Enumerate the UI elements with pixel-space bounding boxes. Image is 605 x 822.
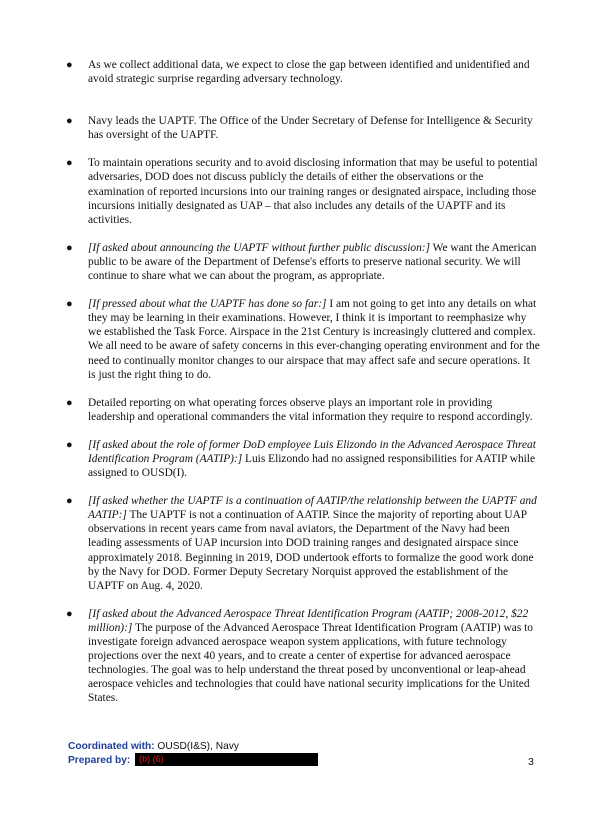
bullet-lead: [If pressed about what the UAPTF has done so far:] <box>88 298 327 311</box>
bullet-marker: ● <box>66 115 73 128</box>
page-number: 3 <box>528 756 534 768</box>
bullet-item <box>60 607 540 706</box>
bullet-marker: ● <box>66 607 73 620</box>
bullet-lead: [If asked about the Advanced Aerospace Threat Identification Program (AATIP; 2008-2012, $22 million):] <box>88 607 529 634</box>
bullet-marker: ● <box>66 438 73 451</box>
bullet-item <box>60 114 540 142</box>
bullet-item <box>60 297 540 382</box>
bullet-text: The UAPTF is not a continuation of AATIP. Since the majority of reporting about UAP observations in recent years came from naval aviators, the Department of the Navy had been leading assessments of UAP incursion into DOD training ranges and designated airspace since approximately 2018. Beginning in 2019, DOD undertook efforts to formalize the good work done by the Navy for DOD. Former Deputy Secretary Norquist approved the establishment of the UAPTF on Aug. 4, 2020. <box>88 509 534 592</box>
bullet-lead: [If asked about the role of former DoD employee Luis Elizondo in the Advanced Aerospace Threat Identification Program (AATIP):] <box>88 438 536 465</box>
bullet-marker: ● <box>66 157 73 170</box>
bullet-lead: [If asked about announcing the UAPTF without further public discussion:] <box>88 241 431 254</box>
bullet-list <box>60 58 540 719</box>
bullet-item <box>60 241 540 283</box>
bullet-item <box>60 58 540 86</box>
bullet-text: I am not going to get into any details on what they may be learning in their examinations. However, I think it is important to reemphasize why we established the Task Force. Airspace in the 21st Century is increasingly cluttered and complex. We all need to be aware of safety concerns in this ever-changing operating environment and for the need to continually monitor changes to our airspace that may affect safe and secure operations. It is just the right thing to do. <box>88 298 540 381</box>
coordinated-with-value: OUSD(I&S), Navy <box>154 741 239 752</box>
coordinated-with-line <box>68 740 318 754</box>
bullet-marker: ● <box>66 298 73 311</box>
bullet-text: The purpose of the Advanced Aerospace Threat Identification Program (AATIP) was to investigate foreign advanced aerospace weapon system applications, with future technology projections over the next 40 years, and to create a center of expertise for advanced aerospace technologies. The goal was to help understand the threat posed by unconventional or leap-ahead aerospace vehicles and technologies that could have national security implications for the United States. <box>88 621 533 705</box>
bullet-item <box>60 494 540 593</box>
prepared-by-line <box>68 754 318 768</box>
document-footer <box>68 740 318 768</box>
bullet-lead: [If asked whether the UAPTF is a continuation of AATIP/the relationship between the UAPTF and AATIP:] <box>88 495 537 522</box>
bullet-text: To maintain operations security and to avoid disclosing information that may be useful to potential adversaries, DOD does not discuss publicly the details of either the observations or the examination of reported incursions into our training ranges or designated airspace, including those incursions initially designated as UAP – that also includes any details of the UAPTF and its activities. <box>88 157 538 226</box>
bullet-marker: ● <box>66 396 73 409</box>
bullet-item <box>60 438 540 480</box>
bullet-marker: ● <box>66 241 73 254</box>
prepared-by-label: Prepared by: <box>68 755 131 767</box>
redaction-code: (b) (6) <box>139 754 164 764</box>
bullet-text: As we collect additional data, we expect to close the gap between identified and unidentified and avoid strategic surprise regarding adversary technology. <box>88 59 530 86</box>
bullet-text: Detailed reporting on what operating forces observe plays an important role in providing leadership and operational commanders the vital information they require to respond accordingly. <box>88 396 533 423</box>
bullet-marker: ● <box>66 59 73 71</box>
bullet-item <box>60 156 540 226</box>
bullet-text: Luis Elizondo had no assigned responsibilities for AATIP while assigned to OUSD(I). <box>88 452 536 480</box>
coordinated-with-label: Coordinated with: <box>68 741 155 752</box>
bullet-text: Navy leads the UAPTF. The Office of the Under Secretary of Defense for Intelligence & Security has oversight of the UAPTF. <box>88 115 533 142</box>
bullet-text: We want the American public to be aware of the Department of Defense's efforts to preserve national security. We will continue to share what we can about the program, as appropriate. <box>88 241 537 283</box>
bullet-item <box>60 396 540 424</box>
redaction-block <box>135 753 318 766</box>
bullet-marker: ● <box>66 495 73 508</box>
